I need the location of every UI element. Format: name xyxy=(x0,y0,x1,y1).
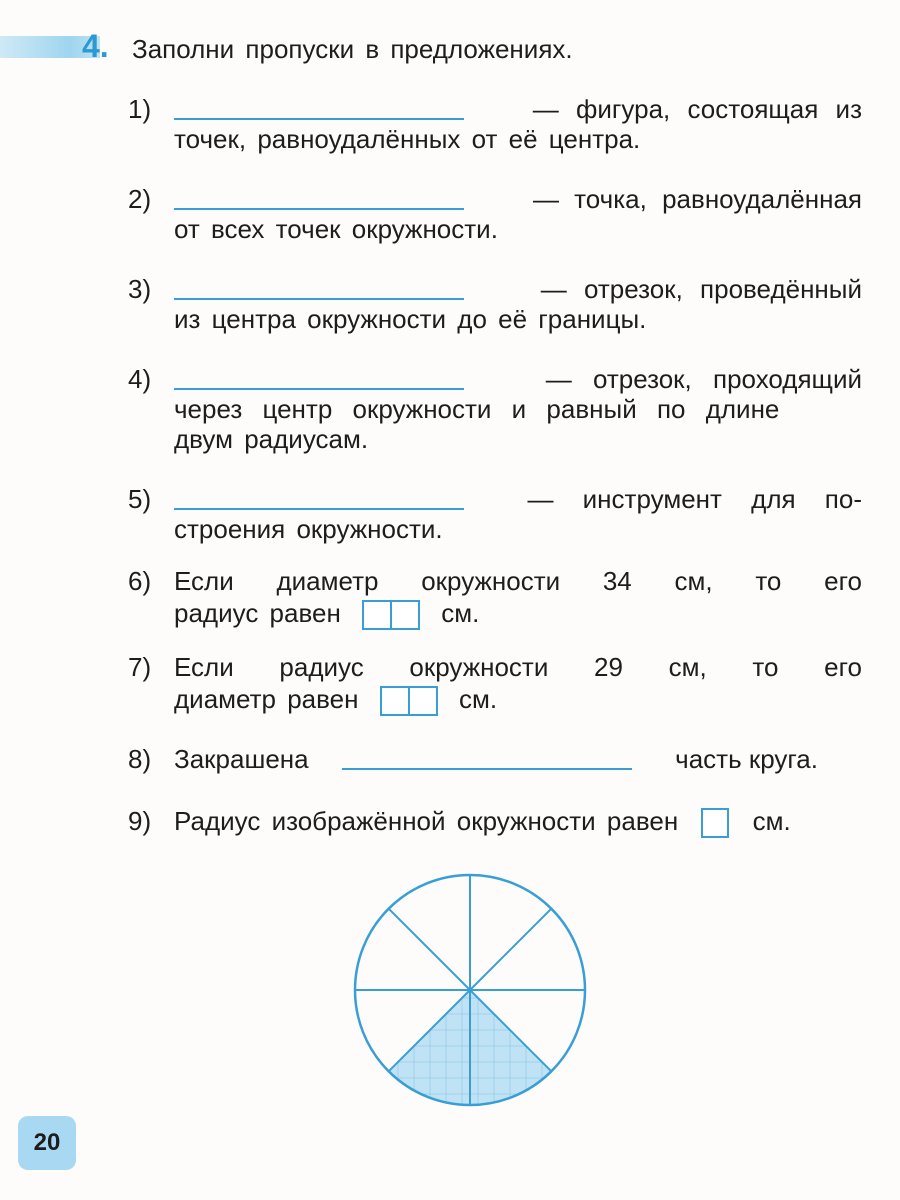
item-text-after: часть круга. xyxy=(675,744,818,774)
item-text-continued: строения окружности. xyxy=(174,514,443,544)
word: см, xyxy=(674,566,713,596)
answer-blank-5[interactable] xyxy=(174,508,464,510)
item-text-words xyxy=(174,566,862,596)
item-number: 2) xyxy=(128,184,152,214)
item-number: 4) xyxy=(128,364,152,394)
word: см, xyxy=(668,652,707,682)
task-title: Заполни пропуски в предложениях. xyxy=(132,34,573,64)
word: Если xyxy=(174,566,234,596)
word: 34 xyxy=(602,566,632,596)
page-number-badge: 20 xyxy=(18,1116,76,1170)
word: окружности xyxy=(409,652,549,682)
answer-box-diameter[interactable] xyxy=(380,686,438,716)
answer-blank-1[interactable] xyxy=(174,118,464,120)
item-text-before: радиус равен xyxy=(174,598,341,628)
word: то xyxy=(752,652,779,682)
item-text-before: Радиус изображённой окружности равен xyxy=(174,806,679,836)
radius-line xyxy=(389,909,470,990)
answer-box-figure-radius[interactable] xyxy=(701,808,729,838)
answer-blank-2[interactable] xyxy=(174,208,464,210)
item-number: 6) xyxy=(128,566,152,596)
item-number: 5) xyxy=(128,484,152,514)
item-text-continued: через центр окружности и равный по длине xyxy=(174,394,780,424)
item-text-before: Закрашена xyxy=(174,744,309,774)
item-text-continued-2: двум радиусам. xyxy=(174,424,369,454)
radius-line xyxy=(470,909,551,990)
word: его xyxy=(824,566,862,596)
item-text: — отрезок, проведённый xyxy=(540,274,862,304)
item-text-continued: из центра окружности до её границы. xyxy=(174,304,647,334)
word: его xyxy=(824,652,862,682)
item-text: — точка, равноудалённая xyxy=(532,184,862,214)
item-text-continued: точек, равноудалённых от её центра. xyxy=(174,124,641,154)
word: Если xyxy=(174,652,234,682)
item-number: 8) xyxy=(128,744,152,774)
item-number: 7) xyxy=(128,652,152,682)
answer-blank-4[interactable] xyxy=(174,388,464,390)
word: окружности xyxy=(421,566,561,596)
item-text-after: см. xyxy=(752,806,791,836)
word: радиус xyxy=(279,652,364,682)
circle-figure xyxy=(350,870,590,1110)
item-number: 1) xyxy=(128,94,152,124)
task-number: 4. xyxy=(82,28,109,64)
item-text: — фигура, состоящая из xyxy=(532,94,862,124)
item-number: 3) xyxy=(128,274,152,304)
answer-blank-3[interactable] xyxy=(174,298,464,300)
answer-blank-8[interactable] xyxy=(342,768,632,770)
word: диаметр xyxy=(276,566,379,596)
item-text-after: см. xyxy=(458,684,498,714)
item-text-before: диаметр равен xyxy=(174,684,359,714)
item-text-after: см. xyxy=(441,598,480,628)
answer-box-radius[interactable] xyxy=(362,600,420,630)
word: то xyxy=(755,566,782,596)
item-text: — инструмент для по- xyxy=(527,484,862,514)
item-text: — отрезок, проходящий xyxy=(545,364,862,394)
item-number: 9) xyxy=(128,806,152,836)
item-text-words xyxy=(174,652,862,682)
word: 29 xyxy=(594,652,623,682)
item-text-continued: от всех точек окружности. xyxy=(174,214,498,244)
